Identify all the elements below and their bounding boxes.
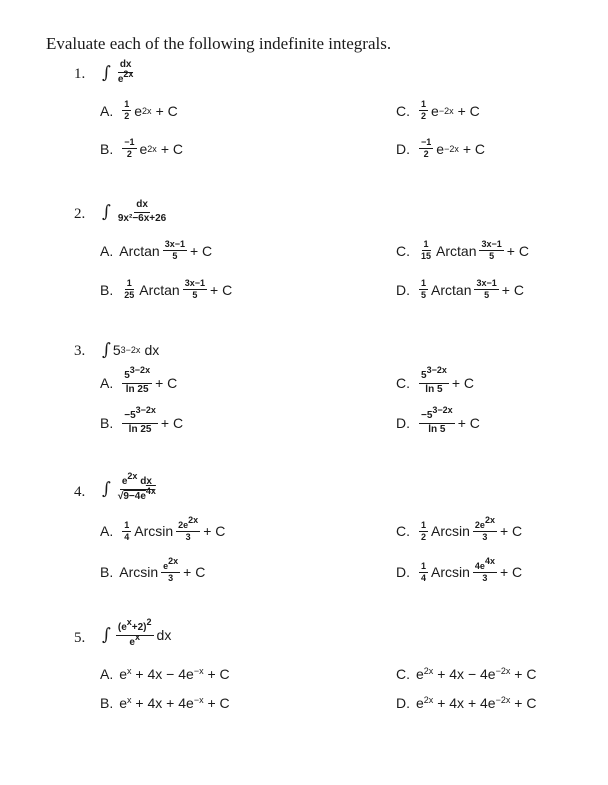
argument: $\frac{3x-1}{5}$ (476, 278, 497, 301)
integral-sign-icon: ∫ (102, 479, 111, 499)
q4-option-d[interactable]: D. $\frac{1}{4}$ Arcsin $\frac{4e^{4x}}{3}$ + C (396, 556, 523, 584)
coefficient: $\frac{1}{4}$ (124, 519, 130, 542)
argument: $\frac{3x-1}{5}$ (164, 239, 185, 262)
integrand-fraction: $\frac{dx}{\text{9x²−6x+26}}$ (117, 199, 167, 224)
integrand-fraction: $\frac{dx}{e^{2x}}$ (117, 59, 134, 85)
coefficient: $\frac{1}{25}$ (124, 278, 135, 301)
q3-option-b[interactable]: B. $\frac{-5^{3-2x}}{\ln 25}$ + C (100, 405, 184, 435)
q4-option-c[interactable]: C. $\frac{1}{2}$ Arcsin $\frac{2e^{2x}}{3}$ + C (396, 515, 523, 543)
argument: $\frac{e^{2x}}{3}$ (163, 556, 179, 584)
q5-option-c[interactable]: C. $e^{2x} + 4x - 4e^{-2x} + C$ (396, 666, 537, 682)
question-1-number: 1. (74, 66, 86, 82)
question-4-expression (102, 471, 161, 502)
argument: $\frac{3x-1}{5}$ (184, 278, 205, 301)
answer-fraction: $\frac{5^{3-2x}}{\ln 25}$ (124, 365, 151, 395)
coefficient: $\frac{-1}{2}$ (421, 137, 432, 160)
question-3-expression: ∫ 5 3−2x dx (102, 340, 160, 360)
answer-fraction: $\frac{-5^{3-2x}}{\ln 5}$ (421, 405, 453, 435)
q3-option-a[interactable]: A. $\frac{5^{3-2x}}{\ln 25}$ + C (100, 365, 178, 395)
q2-option-b[interactable]: B. $\frac{1}{25}$ Arctan $\frac{3x-1}{5}$ + C (100, 278, 233, 301)
coefficient: $\frac{1}{2}$ (421, 519, 427, 542)
q1-option-d[interactable]: D. $\frac{-1}{2}$ e −2x + C (396, 137, 486, 160)
integral-sign-icon: ∫ (102, 202, 111, 222)
coefficient: $\frac{1}{4}$ (421, 560, 427, 583)
q1-option-c[interactable]: C. $\frac{1}{2}$ e −2x + C (396, 99, 480, 122)
integrand-fraction: $\frac{(e^x+2)^2}{e^x}$ (117, 617, 152, 648)
q3-option-d[interactable]: D. $\frac{-5^{3-2x}}{\ln 5}$ + C (396, 405, 480, 435)
coefficient: $\frac{1}{5}$ (421, 278, 427, 301)
argument: $\frac{2e^{2x}}{3}$ (474, 515, 495, 543)
question-3-number: 3. (74, 343, 86, 359)
coefficient: $\frac{1}{2}$ (124, 99, 130, 122)
q1-option-a[interactable]: A. $\frac{1}{2}$ e 2x + C (100, 99, 178, 122)
page-title: Evaluate each of the following indefinite integrals. (46, 34, 392, 53)
integrand-fraction: $\frac{e^{2x} dx}{√9-4e^{4x}}$ (117, 471, 156, 502)
q4-option-a[interactable]: A. $\frac{1}{4}$ Arcsin $\frac{2e^{2x}}{3}$ + C (100, 515, 226, 543)
q3-option-c[interactable]: C. $\frac{5^{3-2x}}{\ln 5}$ + C (396, 365, 475, 395)
coefficient: $\frac{1}{2}$ (421, 99, 427, 122)
answer-fraction: $\frac{5^{3-2x}}{\ln 5}$ (421, 365, 447, 395)
coefficient: $\frac{-1}{2}$ (124, 137, 135, 160)
argument: $\frac{4e^{4x}}{3}$ (474, 556, 495, 584)
argument: $\frac{2e^{2x}}{3}$ (178, 515, 199, 543)
q5-option-d[interactable]: D. $e^{2x} + 4x + 4e^{-2x} + C$ (396, 695, 537, 711)
q2-option-c[interactable]: C. $\frac{1}{15}$ Arctan $\frac{3x-1}{5}$ + C (396, 239, 529, 262)
answer-fraction: $\frac{-5^{3-2x}}{\ln 25}$ (124, 405, 156, 435)
question-1-expression (102, 60, 138, 85)
q2-option-a[interactable]: A. Arctan $\frac{3x-1}{5}$ + C (100, 239, 213, 262)
q1-option-b[interactable]: B. $\frac{-1}{2}$ e 2x + C (100, 137, 183, 160)
q2-option-d[interactable]: D. $\frac{1}{5}$ Arctan $\frac{3x-1}{5}$ + C (396, 278, 524, 301)
argument: $\frac{3x-1}{5}$ (481, 239, 502, 262)
question-5-number: 5. (74, 630, 86, 646)
question-5-expression: ∫ $\frac{(e^x+2)^2}{e^x}$ dx (102, 617, 172, 648)
q5-option-a[interactable]: A. $e^x + 4x - 4e^{-x} + C$ (100, 666, 230, 682)
integral-sign-icon: ∫ (102, 62, 111, 83)
integral-sign-icon: ∫ (102, 625, 111, 645)
integral-sign-icon: ∫ (102, 340, 111, 360)
integrand-denominator: $e^{2x}$ (117, 68, 134, 85)
q4-option-b[interactable]: B. Arcsin $\frac{e^{2x}}{3}$ + C (100, 556, 206, 584)
q5-option-b[interactable]: B. $e^x + 4x + 4e^{-x} + C$ (100, 695, 230, 711)
question-2-number: 2. (74, 206, 86, 222)
question-2-expression (102, 200, 171, 224)
coefficient: $\frac{1}{15}$ (421, 239, 432, 262)
question-4-number: 4. (74, 484, 86, 500)
